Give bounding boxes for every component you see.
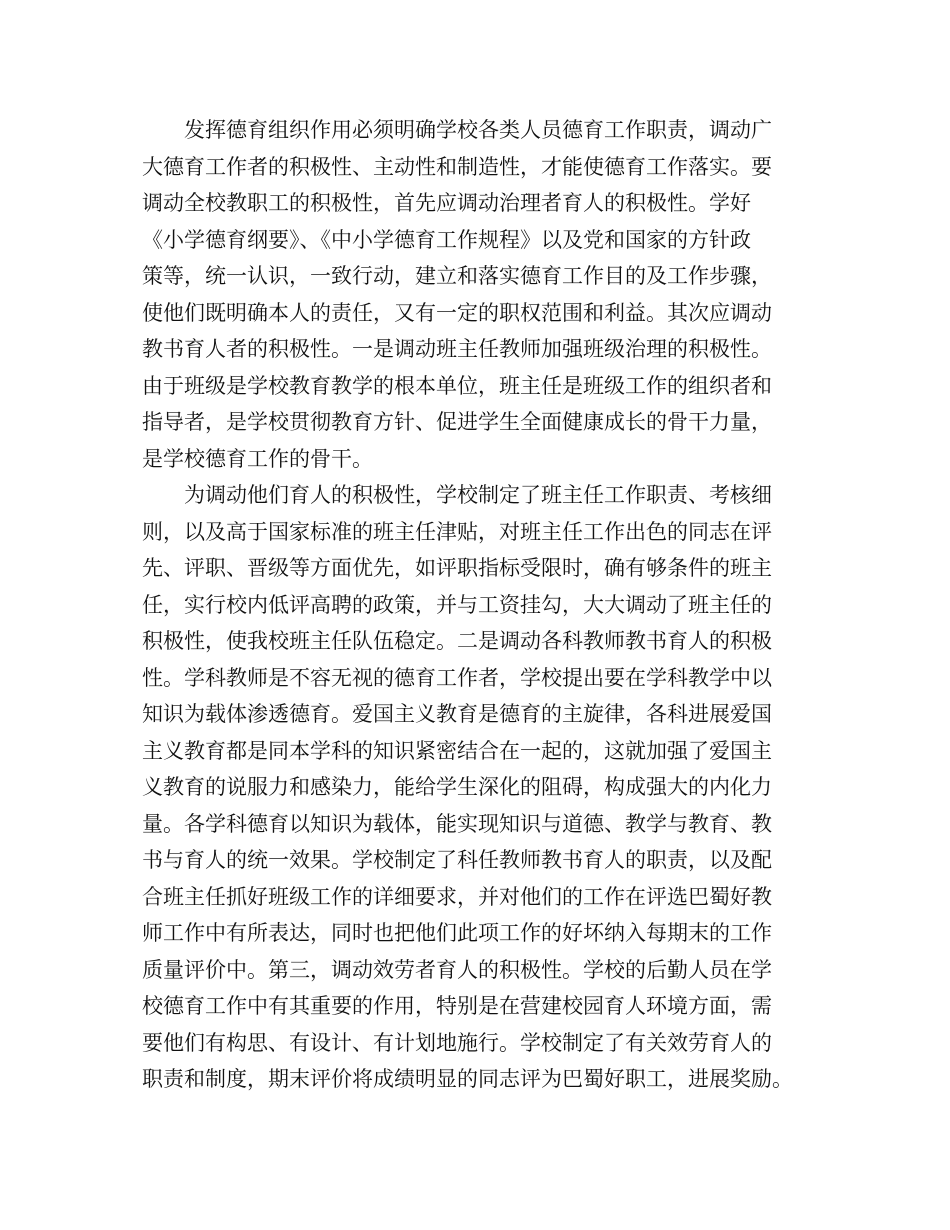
paragraph-2 <box>142 477 832 1098</box>
paragraph-line: 量。各学科德育以知识为载体，能实现知识与道德、教学与教育、教 <box>142 811 772 836</box>
paragraph-line: 积极性，使我校班主任队伍稳定。二是调动各科教师教书育人的积极 <box>142 629 772 653</box>
paragraph-line: 为调动他们育人的积极性，学校制定了班主任工作职责、考核细 <box>184 483 772 507</box>
paragraph-line: 知识为载体渗透德育。爱国主义教育是德育的主旋律，各科进展爱国 <box>142 702 772 726</box>
paragraph-line: 《小学德育纲要》、《中小学德育工作规程》以及党和国家的方针政 <box>142 227 751 252</box>
paragraph-line: 性。学科教师是不容无视的德育工作者，学校提出要在学科教学中以 <box>142 665 772 690</box>
paragraph-line: 职责和制度，期末评价将成绩明显的同志评为巴蜀好职工，进展奖励。 <box>142 1067 793 1091</box>
paragraph-line: 任，实行校内低评高聘的政策，并与工资挂勾，大大调动了班主任的 <box>142 592 772 617</box>
document-body <box>142 112 832 1098</box>
paragraph-line: 质量评价中。第三，调动效劳者育人的积极性。学校的后勤人员在学 <box>142 957 772 982</box>
paragraph-line: 由于班级是学校教育教学的根本单位，班主任是班级工作的组织者和 <box>142 373 772 398</box>
paragraph-line: 策等，统一认识，一致行动，建立和落实德育工作目的及工作步骤， <box>142 264 772 288</box>
paragraph-line: 先、评职、晋级等方面优先，如评职指标受限时，确有够条件的班主 <box>142 556 772 580</box>
paragraph-line: 则，以及高于国家标准的班主任津贴，对班主任工作出色的同志在评 <box>142 519 772 544</box>
paragraph-line: 主义教育都是同本学科的知识紧密结合在一起的，这就加强了爱国主 <box>142 738 772 763</box>
paragraph-line: 要他们有构思、有设计、有计划地施行。学校制定了有关效劳育人的 <box>142 1030 772 1055</box>
paragraph-line: 发挥德育组织作用必须明确学校各类人员德育工作职责，调动广 <box>184 118 772 142</box>
paragraph-line: 书与育人的统一效果。学校制定了科任教师教书育人的职责，以及配 <box>142 848 772 872</box>
paragraph-line: 师工作中有所表达，同时也把他们此项工作的好坏纳入每期末的工作 <box>142 921 772 945</box>
paragraph-line: 合班主任抓好班级工作的详细要求，并对他们的工作在评选巴蜀好教 <box>142 884 772 909</box>
paragraph-line: 调动全校教职工的积极性，首先应调动治理者育人的积极性。学好 <box>142 191 751 215</box>
paragraph-line: 指导者，是学校贯彻教育方针、促进学生全面健康成长的骨干力量， <box>142 410 772 434</box>
paragraph-1 <box>142 112 832 477</box>
paragraph-line: 是学校德育工作的骨干。 <box>142 446 373 471</box>
paragraph-line: 使他们既明确本人的责任，又有一定的职权范围和利益。其次应调动 <box>142 300 772 325</box>
paragraph-line: 教书育人者的积极性。一是调动班主任教师加强班级治理的积极性。 <box>142 337 772 361</box>
paragraph-line: 校德育工作中有其重要的作用，特别是在营建校园育人环境方面，需 <box>142 994 772 1018</box>
paragraph-line: 义教育的说服力和感染力，能给学生深化的阻碍，构成强大的内化力 <box>142 775 772 799</box>
paragraph-line: 大德育工作者的积极性、主动性和制造性，才能使德育工作落实。要 <box>142 154 772 179</box>
